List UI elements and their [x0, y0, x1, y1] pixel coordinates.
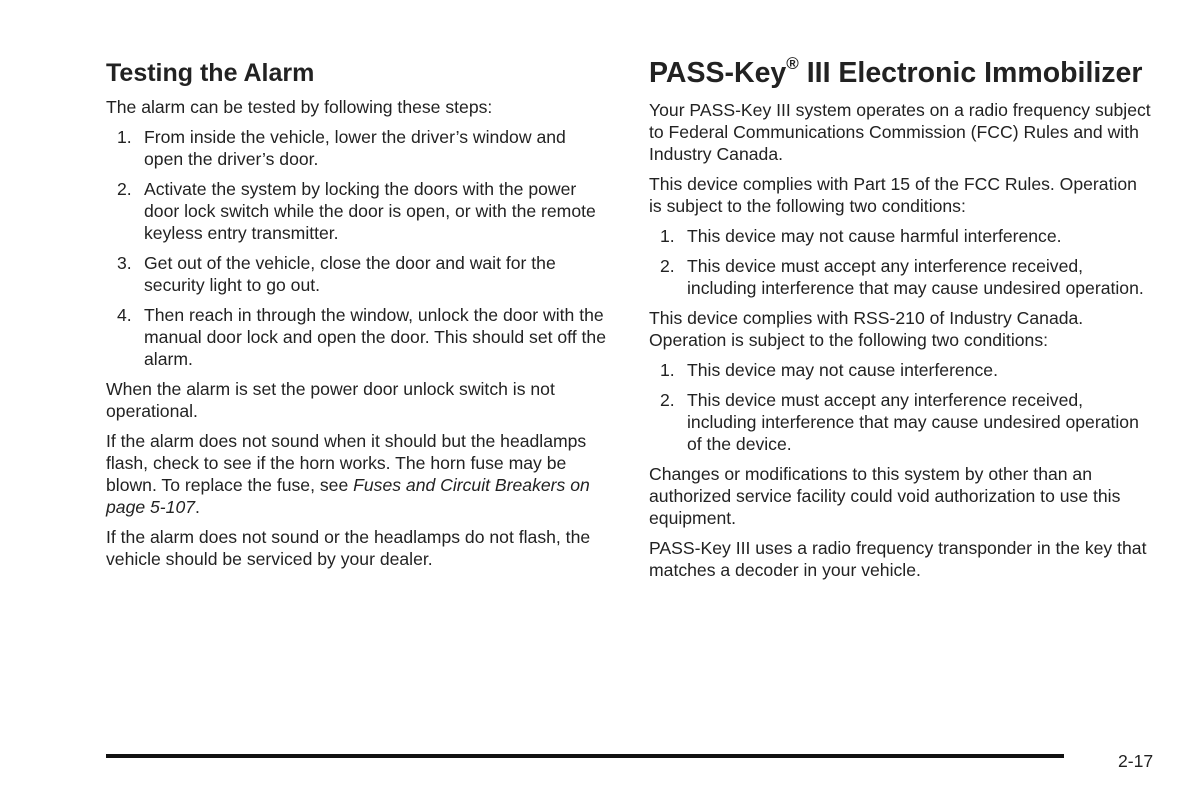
right-column — [649, 53, 1154, 589]
alarm-test-steps — [106, 126, 606, 370]
fcc-conditions-list — [649, 225, 1154, 299]
list-text: Activate the system by locking the doors with the power door lock switch while the door is open, or with the remote keyless entry transmitter. — [144, 179, 596, 243]
paragraph-ic-compliance: This device complies with RSS-210 of Industry Canada. Operation is subject to the following two conditions: — [649, 308, 1084, 350]
paragraph-dealer-service: If the alarm does not sound or the headlamps do not flash, the vehicle should be serviced by your dealer. — [106, 527, 591, 569]
paragraph-end: . — [195, 497, 200, 517]
list-text: Get out of the vehicle, close the door and wait for the security light to go out. — [144, 253, 556, 295]
list-number: 2. — [660, 390, 675, 410]
left-column — [106, 56, 606, 578]
paragraph-radio-frequency: Your PASS-Key III system operates on a radio frequency subject to Federal Communications Commission (FCC) Rules and with Industry Canada. — [649, 100, 1151, 164]
list-text: From inside the vehicle, lower the driver’s window and open the driver’s door. — [144, 127, 566, 169]
cross-reference-link[interactable]: Fuses and Circuit Breakers on page 5-107 — [106, 475, 590, 517]
list-item — [106, 304, 606, 370]
paragraph-transponder: PASS-Key III uses a radio frequency transponder in the key that matches a decoder in your vehicle. — [649, 538, 1147, 580]
paragraph-fcc-compliance: This device complies with Part 15 of the FCC Rules. Operation is subject to the following two conditions: — [649, 174, 1137, 216]
page-number: 2-17 — [1118, 751, 1154, 771]
title-part-2: III Electronic Immobilizer — [798, 57, 1143, 89]
paragraph-text: If the alarm does not sound when it should but the headlamps flash, check to see if the horn works. The horn fuse may be blown. To replace the fuse, see — [106, 431, 587, 495]
ic-conditions-list — [649, 359, 1154, 455]
intro-paragraph: The alarm can be tested by following these steps: — [106, 97, 493, 117]
list-item — [106, 126, 606, 170]
list-number: 1. — [660, 226, 675, 246]
list-text: This device must accept any interference received, including interference that may cause undesired operation. — [687, 256, 1144, 298]
list-item — [649, 359, 1154, 381]
paragraph-horn-fuse — [106, 430, 606, 518]
list-number: 4. — [117, 305, 132, 325]
list-number: 2. — [660, 256, 675, 276]
list-text: This device may not cause harmful interference. — [687, 226, 1062, 246]
list-text: This device must accept any interference received, including interference that may cause undesired operation of the device. — [687, 390, 1139, 454]
list-item — [106, 252, 606, 296]
title-part-1: PASS-Key — [649, 57, 787, 89]
list-number: 3. — [117, 253, 132, 273]
list-item — [649, 225, 1154, 247]
registered-mark: ® — [786, 53, 799, 73]
list-text: Then reach in through the window, unlock the door with the manual door lock and open the door. This should set off the alarm. — [144, 305, 606, 369]
list-item — [106, 178, 606, 244]
section-title-testing-alarm: Testing the Alarm — [106, 59, 315, 87]
paragraph-modifications: Changes or modifications to this system by other than an authorized service facility could void authorization to use this equipment. — [649, 464, 1121, 528]
list-item — [649, 255, 1154, 299]
list-number: 1. — [117, 127, 132, 147]
list-number: 2. — [117, 179, 132, 199]
footer-rule — [106, 754, 1064, 758]
section-title-pass-key — [649, 53, 1154, 90]
list-item — [649, 389, 1154, 455]
paragraph-unlock-switch: When the alarm is set the power door unlock switch is not operational. — [106, 379, 555, 421]
list-number: 1. — [660, 360, 675, 380]
list-text: This device may not cause interference. — [687, 360, 998, 380]
